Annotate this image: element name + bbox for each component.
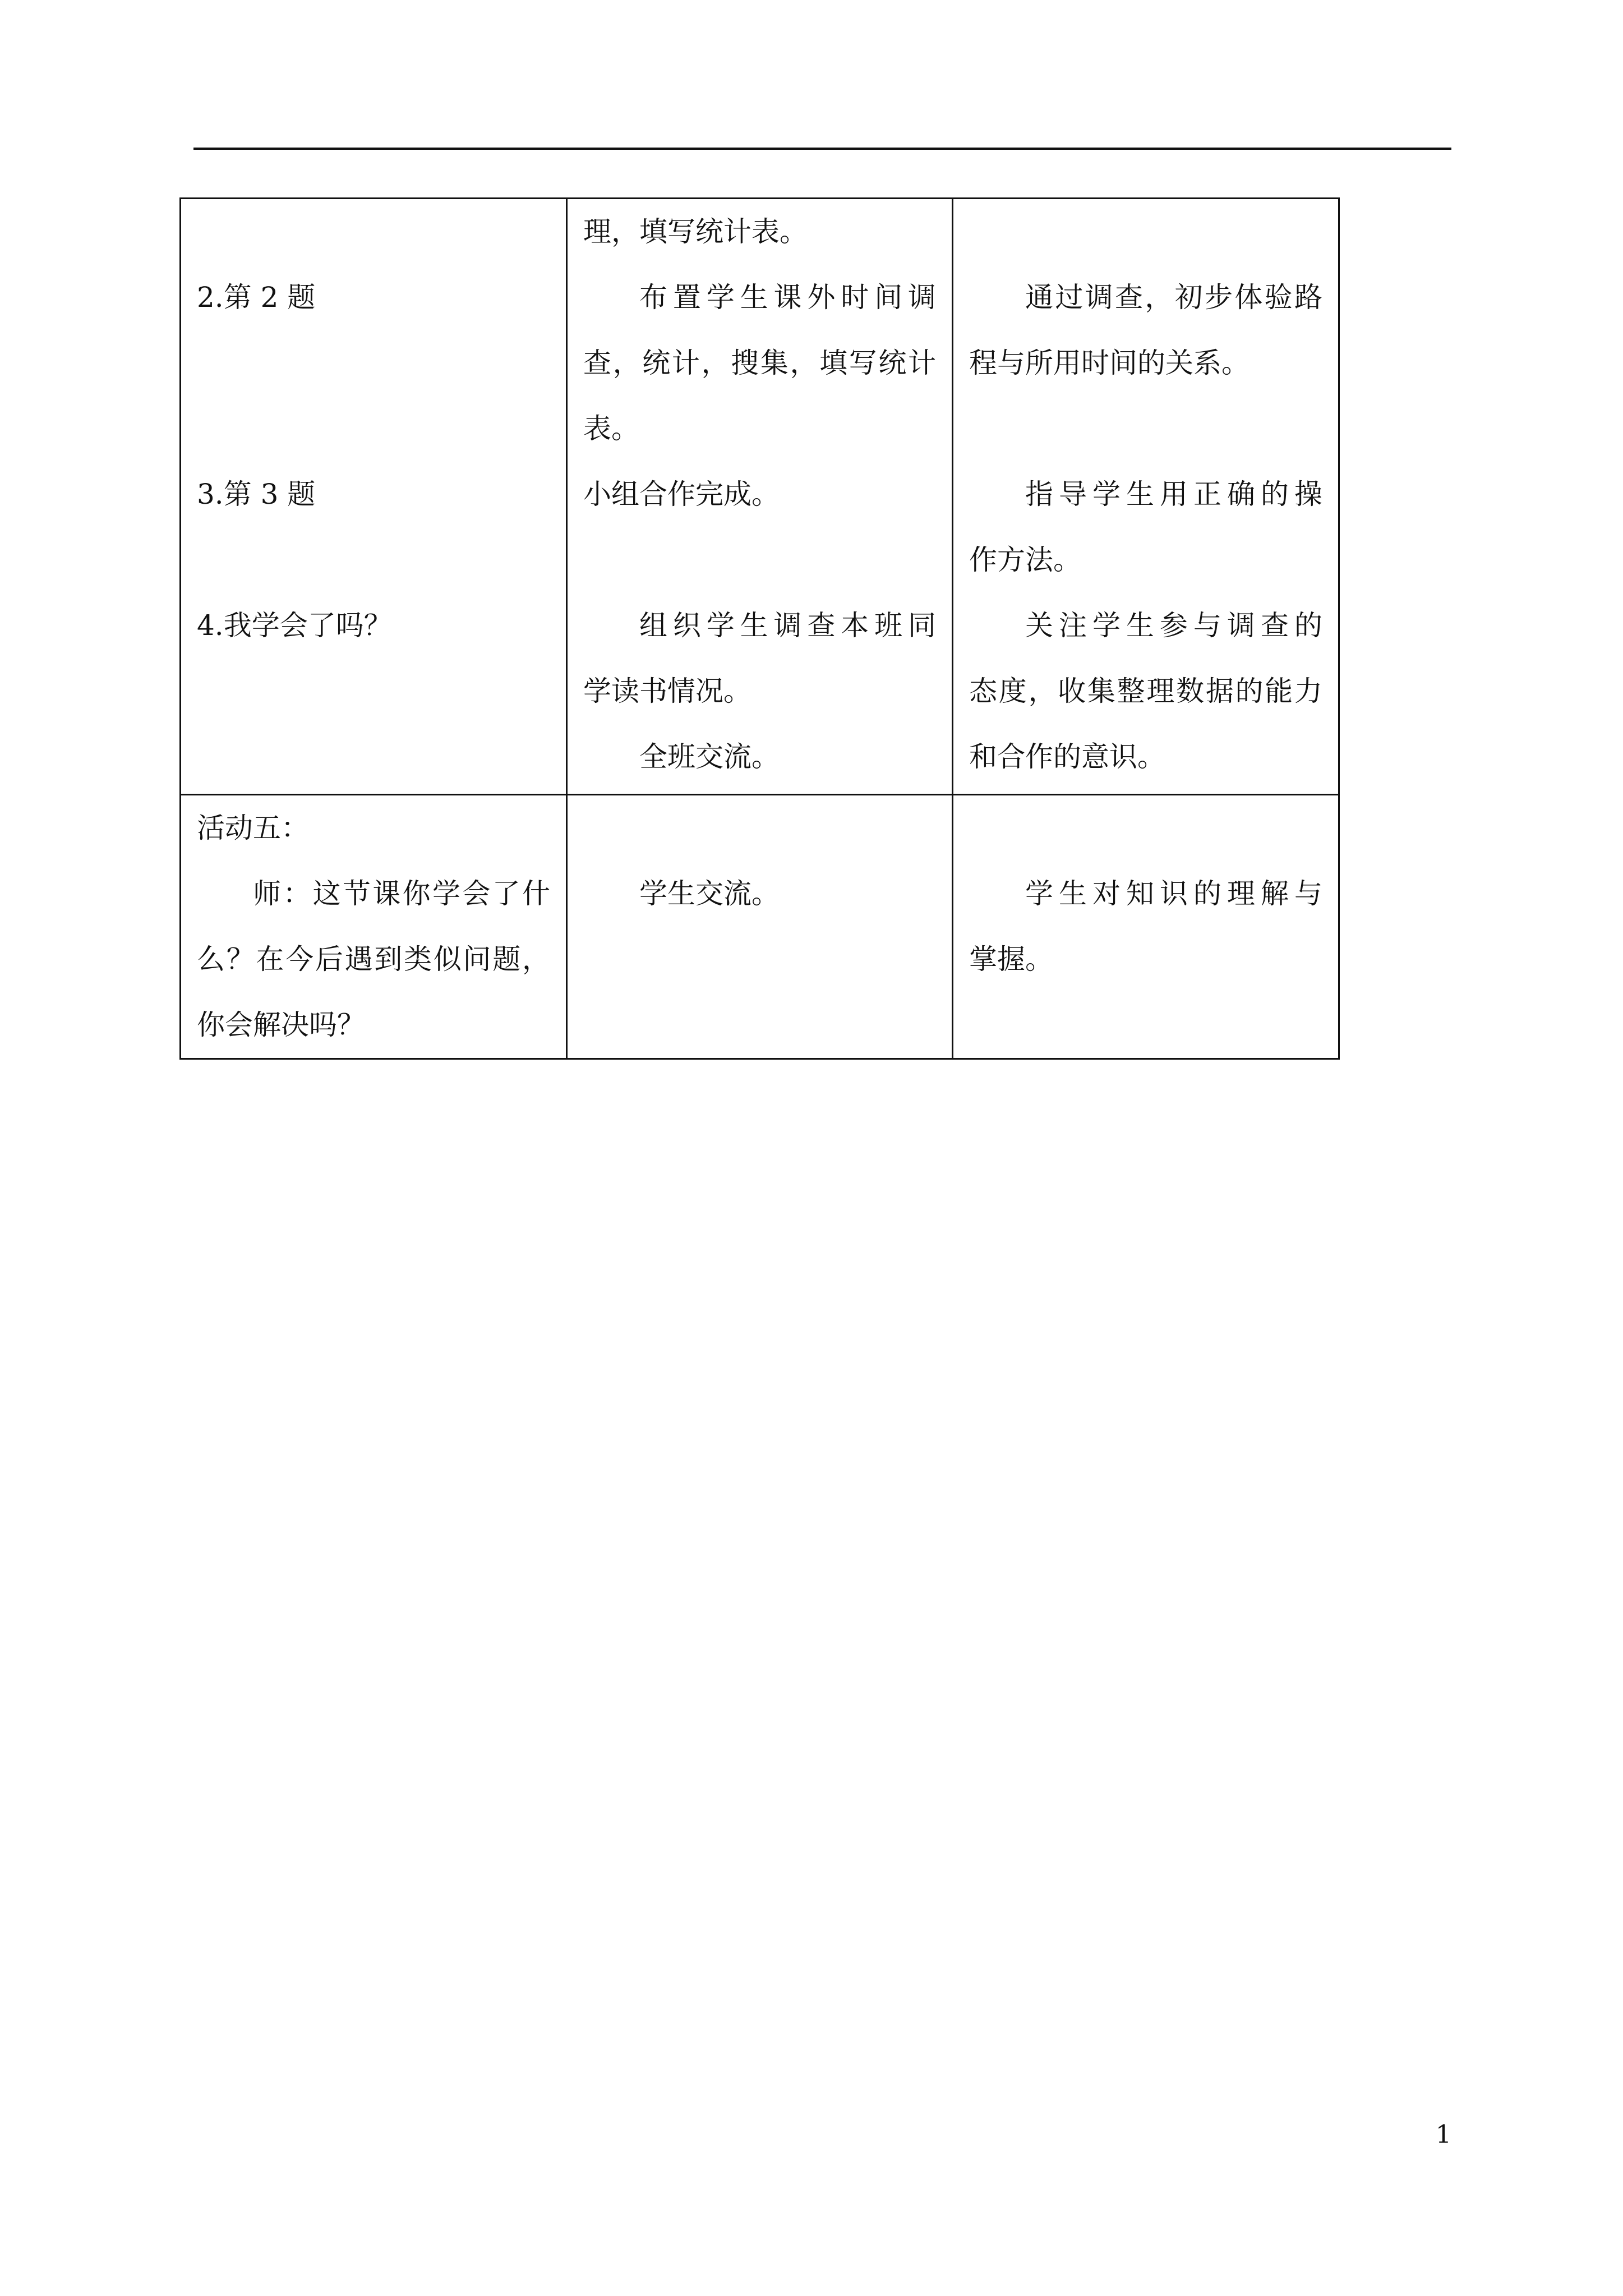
text-line: 小组合作完成。: [583, 478, 780, 510]
activity-cell: [181, 795, 567, 1059]
text-line: 学生对知识的理解与: [1025, 877, 1322, 910]
text-line: 组织学生调查本班同: [639, 609, 936, 642]
text-line: 学读书情况。: [583, 675, 751, 707]
table-row: [181, 795, 1339, 1059]
activity-title: 活动五：: [197, 812, 309, 844]
text-line: 掌握。: [969, 943, 1053, 976]
text-line: 么？在今后遇到类似问题，: [197, 943, 550, 976]
text-line: [969, 795, 1322, 861]
text-line: [583, 527, 936, 593]
header-rule: [193, 148, 1451, 150]
text-line: [197, 527, 550, 593]
text-line: 布置学生课外时间调: [639, 281, 936, 314]
text-line: 你会解决吗？: [197, 1009, 365, 1041]
self-check-label: 4.我学会了吗？: [197, 609, 392, 642]
text-line: 态度，收集整理数据的能力: [969, 675, 1322, 707]
text-line: 通过调查，初步体验路: [1025, 281, 1322, 314]
page-number: 1: [1436, 2120, 1451, 2149]
text-line: 表。: [583, 412, 639, 445]
text-line: 学生交流。: [639, 877, 780, 910]
design-intent-cell: [953, 199, 1339, 795]
design-intent-cell: [953, 795, 1339, 1059]
text-line: 和合作的意识。: [969, 740, 1165, 773]
text-line: [197, 330, 550, 396]
exercise-3-label: 3.第 3 题: [197, 478, 316, 510]
text-line: [969, 396, 1322, 462]
text-line: [583, 795, 936, 861]
text-line: 查，统计，搜集，填写统计: [583, 347, 936, 379]
student-activity-cell: [567, 795, 953, 1059]
student-activity-cell: [567, 199, 953, 795]
text-line: 理，填写统计表。: [583, 215, 808, 248]
text-line: 程与所用时间的关系。: [969, 347, 1249, 379]
text-line: [197, 396, 550, 462]
text-line: [197, 199, 550, 265]
exercise-2-label: 2.第 2 题: [197, 281, 316, 314]
text-line: 师：这节课你学会了什: [253, 877, 550, 910]
lesson-plan-table: [179, 197, 1340, 1060]
text-line: 关注学生参与调查的: [1025, 609, 1322, 642]
activity-cell: [181, 199, 567, 795]
text-line: 作方法。: [969, 544, 1081, 576]
table-row: [181, 199, 1339, 795]
text-line: 全班交流。: [639, 740, 780, 773]
text-line: 指导学生用正确的操: [1025, 478, 1322, 510]
text-line: [969, 199, 1322, 265]
